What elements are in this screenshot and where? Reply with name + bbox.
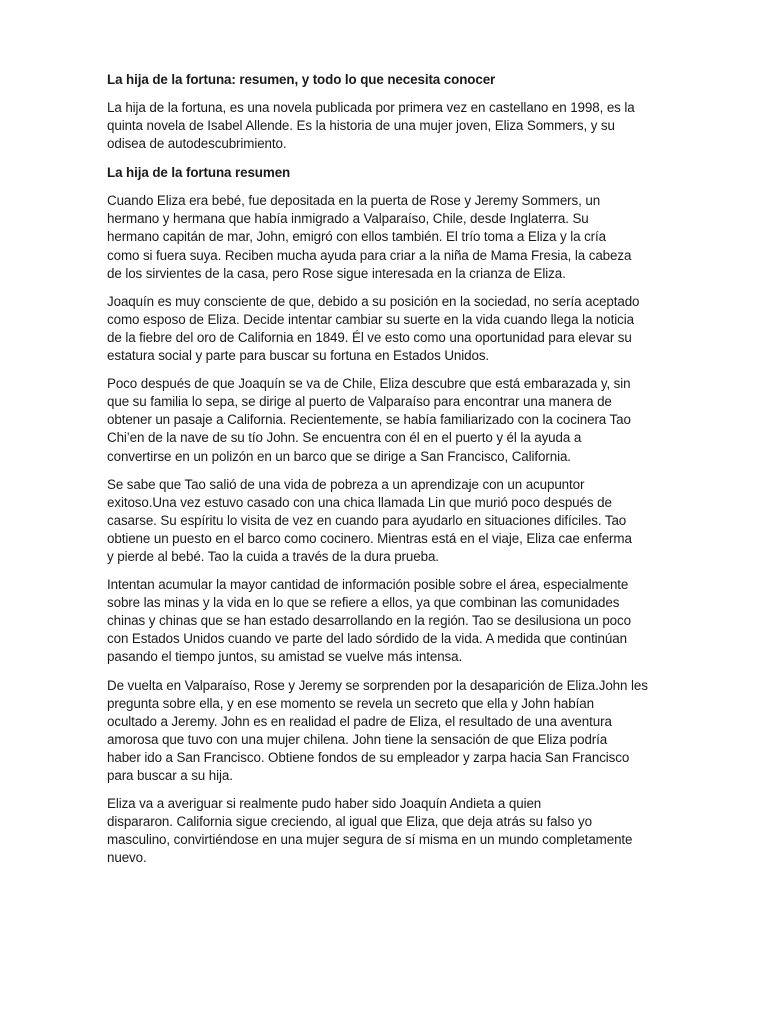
paragraph-line: Poco después de que Joaquín se va de Chile, Eliza descubre que está embarazada y, sin <box>107 376 631 392</box>
paragraph-line: para buscar a su hija. <box>107 768 233 783</box>
paragraph-line: exitoso.Una vez estuvo casado con una chica llamada Lin que murió poco después de <box>107 494 612 510</box>
paragraph-line: convertirse en un polizón en un barco que se dirige a San Francisco, California. <box>107 448 571 464</box>
paragraph-line: Se sabe que Tao salió de una vida de pobreza a un aprendizaje con un acupuntor <box>107 476 585 492</box>
paragraph-line: que su familia lo sepa, se dirige al puerto de Valparaíso para encontrar una manera de <box>107 394 612 410</box>
document-page <box>107 70 667 877</box>
paragraph-line: haber ido a San Francisco. Obtiene fondos de su empleador y zarpa hacia San Francisco <box>107 749 630 765</box>
paragraph-line: de la fiebre del oro de California en 1849. Él ve esto como una oportunidad para elevar su <box>107 329 632 345</box>
paragraph-line: estatura social y parte para buscar su fortuna en Estados Unidos. <box>107 348 490 364</box>
summary-paragraph <box>107 192 667 282</box>
intro-paragraph <box>107 99 667 153</box>
paragraph-line: Joaquín es muy consciente de que, debido a su posición en la sociedad, no sería aceptado <box>107 293 640 309</box>
intro-line: odisea de autodescubrimiento. <box>107 136 287 152</box>
paragraph-line: Eliza va a averiguar si realmente pudo haber sido Joaquín Andieta a quien <box>107 796 542 812</box>
paragraph-line: masculino, convirtiéndose en una mujer segura de sí misma en un mundo completamente <box>107 832 633 848</box>
summary-body <box>107 192 667 867</box>
paragraph-line: De vuelta en Valparaíso, Rose y Jeremy se sorprenden por la desaparición de Eliza.John les <box>107 677 648 693</box>
paragraph-line: pregunta sobre ella, y en ese momento se revela un secreto que ella y John habían <box>107 695 594 711</box>
section-heading: La hija de la fortuna resumen <box>107 165 291 181</box>
paragraph-line: y pierde al bebé. Tao la cuida a través de la dura prueba. <box>107 548 439 564</box>
summary-paragraph <box>107 293 667 365</box>
intro-line: La hija de la fortuna, es una novela publicada por primera vez en castellano en 1998, es la <box>107 100 635 115</box>
summary-paragraph <box>107 476 667 566</box>
paragraph-line: obtener un pasaje a California. Recientemente, se había familiarizado con la cocinera Tao <box>107 412 631 428</box>
summary-paragraph <box>107 795 667 867</box>
paragraph-line: con Estados Unidos cuando ve parte del lado sórdido de la vida. A medida que continúan <box>107 631 627 647</box>
paragraph-line: como si fuera suya. Reciben mucha ayuda para criar a la niña de Mama Fresia, la cabeza <box>107 247 632 263</box>
paragraph-line: Intentan acumular la mayor cantidad de información posible sobre el área, especialmente <box>107 577 629 593</box>
summary-paragraph <box>107 576 667 666</box>
paragraph-line: dispararon. California sigue creciendo, al igual que Eliza, que deja atrás su falso yo <box>107 814 592 830</box>
paragraph-line: sobre las minas y la vida en lo que se refiere a ellos, ya que combinan las comunidades <box>107 595 620 611</box>
paragraph-line: amorosa que tuvo con una mujer chilena. John tiene la sensación de que Eliza podría <box>107 731 608 747</box>
paragraph-line: Cuando Eliza era bebé, fue depositada en la puerta de Rose y Jeremy Sommers, un <box>107 193 601 209</box>
paragraph-line: hermano capitán de mar, John, emigró con ellos también. El trío toma a Eliza y la cría <box>107 229 607 245</box>
paragraph-line: obtiene un puesto en el barco como cocinero. Mientras está en el viaje, Eliza cae enferma <box>107 530 632 546</box>
summary-paragraph <box>107 375 667 465</box>
paragraph-line: pasando el tiempo juntos, su amistad se vuelve más intensa. <box>107 649 463 665</box>
paragraph-line: chinas y chinas que se han estado desarrollando en la región. Tao se desilusiona un poco <box>107 613 631 629</box>
summary-paragraph <box>107 677 667 786</box>
paragraph-line: como esposo de Eliza. Decide intentar cambiar su suerte en la vida cuando llega la noticia <box>107 311 634 327</box>
paragraph-line: nuevo. <box>107 850 147 866</box>
paragraph-line: Chi’en de la nave de su tío John. Se encuentra con él en el puerto y él la ayuda a <box>107 430 582 446</box>
paragraph-line: casarse. Su espíritu lo visita de vez en cuando para ayudarlo en situaciones difíciles. Tao <box>107 512 627 528</box>
paragraph-line: hermano y hermana que había inmigrado a Valparaíso, Chile, desde Inglaterra. Su <box>107 211 589 227</box>
paragraph-line: de los sirvientes de la casa, pero Rose sigue interesada en la crianza de Eliza. <box>107 265 566 281</box>
intro-line: quinta novela de Isabel Allende. Es la historia de una mujer joven, Eliza Sommers, y su <box>107 118 615 134</box>
document-title: La hija de la fortuna: resumen, y todo lo que necesita conocer <box>107 72 496 87</box>
paragraph-line: ocultado a Jeremy. John es en realidad el padre de Eliza, el resultado de una aventura <box>107 713 612 729</box>
